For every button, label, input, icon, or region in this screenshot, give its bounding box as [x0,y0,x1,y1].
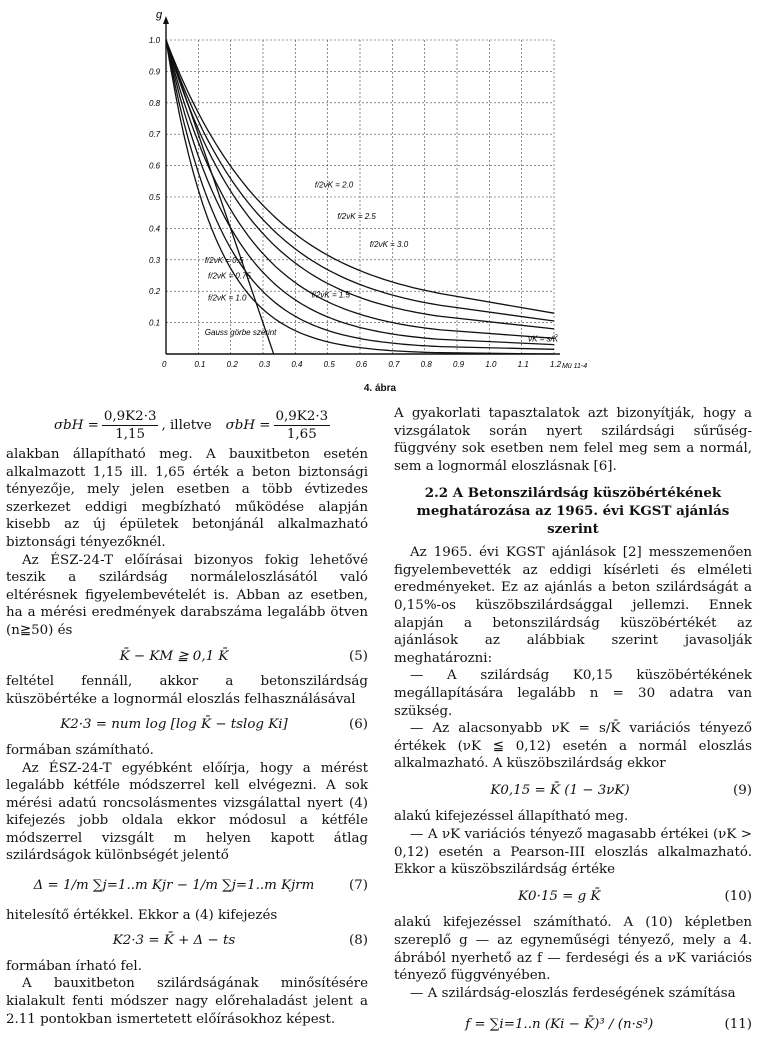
figure-4-chart [0,0,760,380]
eq10-number: (10) [724,888,752,904]
curve-label: f/2νK = 1.5 [311,290,350,300]
x-tick-label: 1.1 [517,360,529,369]
y-tick-label: 1.0 [149,36,161,45]
x-axis-label: νK = s/K̄ [528,334,559,344]
y-tick-label: 0.5 [149,193,161,202]
paragraph: — Az alacsonyabb νK = s/K̄ variációs tényező értékek (νK ≦ 0,12) esetén a normál eloszlás alkalmazható. A küszöbszilárdság ekkor [394,721,752,772]
eq9-body: K0,15 = K̄ (1 − 3νK) [490,782,630,798]
curve-label: f/2νK = 0.5 [204,255,244,265]
equation-10 [394,888,752,906]
eq-sigma-a-den: 1,15 [115,427,146,442]
x-tick-label: 0 [162,360,167,369]
eq8-body: K2·3 = K̄ + Δ − ts [112,933,236,949]
paragraph: formában számítható. [6,742,154,758]
x-tick-label: 1.2 [550,360,562,369]
equation-7 [6,877,368,895]
paragraph: — A νK variációs tényező magasabb értékei (νK > 0,12) esetén a Pearson-III eloszlás alkalmazható. Ekkor a küszöbszilárdság értéke [394,827,752,878]
curve-label: f/2νK = 1.0 [208,293,247,303]
x-tick-label: 0.4 [291,360,303,369]
stamp-text: Mü 11-4 [562,363,588,370]
y-tick-label: 0.2 [149,287,161,297]
eq8-number: (8) [349,933,368,949]
figure-caption: 4. ábra [363,383,397,394]
paragraph: feltétel fennáll, akkor a betonszilárdság küszöbértéke a lognormál eloszlás felhasználásával [6,674,368,707]
x-tick-label: 0.3 [259,360,271,369]
equation-5 [6,648,368,666]
paragraph: — A szilárdság-eloszlás ferdeségének számítása [410,985,736,1001]
curve-label: f/2νK = 2.0 [314,180,354,190]
y-tick-label: 0.6 [149,161,161,171]
paragraph: formában írható fel. [6,958,142,974]
eq6-body: K2·3 = num log [log K̄ − tslog Ki] [60,717,288,733]
paragraph: alakban állapítható meg. A bauxitbeton esetén alkalmazott 1,15 ill. 1,65 érték a beton biztonsági tényezője, mely jelen esetben a több évtizedes szerkezet eddigi megbízható működése alapján kisebb az új épületek betonjánál alkalmazható biztonsági tényezőknél. [6,447,368,550]
eq5-number: (5) [349,648,368,664]
x-tick-label: 0.6 [356,360,368,369]
eq10-body: K0·15 = g K̄ [518,888,601,904]
x-tick-label: 0.7 [388,360,400,369]
equation-6 [6,716,368,734]
eq-sigma-b-frac [274,408,331,443]
y-axis-label: g [156,9,163,21]
y-tick-label: 0.1 [149,318,161,328]
eq-sigma-b-lhs: σbH = [225,417,271,433]
x-tick-label: 0.5 [323,360,335,369]
eq7-number: (7) [349,878,368,894]
eq11-number: (11) [724,1017,752,1033]
paragraph: A bauxitbeton szilárdságának minősítésére kialakult fenti módszer nagy előrehaladást jelent a 2.11 pontokban ismertetett előírásokhoz képest. [6,976,368,1027]
paragraph: Az 1965. évi KGST ajánlások [2] messzemenően figyelembevették az eddigi kísérleti és elméleti eredményeket. Ez az ajánlás a beton szilárdságát a 0,15%-os küszöbszilárdsággal jellemzi. Ennek alapján a betonszilárdság küszöbértékét az ajánlások az alábbiak szerint javasolják meghatározni: [394,545,752,666]
eq7-body: Δ = 1/m ∑j=1..m Kjr − 1/m ∑j=1..m Kjrm [33,878,315,894]
y-tick-label: 0.9 [149,67,161,77]
paragraph: A gyakorlati tapasztalatok azt bizonyítják, hogy a vizsgálatok során nyert szilárdsági sűrűség-függvény sok esetben nem felel meg sem a normál, sem a lognormál eloszlásnak [6]. [394,406,752,474]
eq-sigma-conj: , illetve [161,417,212,433]
eq-sigma-a-lhs: σbH = [54,417,99,433]
equation-sigma [54,408,368,443]
curve-label: f/2νK = 0.75 [208,271,251,281]
curve-label: f/2νK = 2.5 [337,211,376,221]
x-tick-label: 0.2 [226,360,238,369]
paragraph: — A szilárdság K0,15 küszöbértékének megállapítására legalább n = 30 adatra van szükség. [394,668,752,719]
paragraph: hitelesítő értékkel. Ekkor a (4) kifejezés [6,907,278,923]
eq6-number: (6) [349,717,368,733]
y-tick-label: 0.3 [149,255,161,265]
x-tick-label: 1.0 [485,360,497,369]
eq-sigma-a-num: 0,9K2·3 [103,409,157,424]
right-column [394,405,752,1034]
equation-8 [6,932,368,950]
x-tick-label: 0.8 [420,360,432,369]
gauss-label: Gauss görbe szerint [204,328,277,338]
equation-9 [394,782,752,800]
y-tick-label: 0.8 [149,98,161,108]
y-tick-label: 0.7 [149,130,161,140]
eq-sigma-b-num: 0,9K2·3 [275,409,329,424]
x-tick-label: 0.9 [453,360,465,369]
y-tick-label: 0.4 [149,224,161,234]
eq-sigma-b-den: 1,65 [286,427,317,442]
eq11-body: f = ∑i=1..n (Ki − K̄)³ / (n·s³) [465,1017,654,1033]
eq5-body: K̄ − KM ≧ 0,1 K̄ [119,648,229,664]
paragraph: alakú kifejezéssel számítható. A (10) képletben szereplő g — az egyneműségi tényező, mely a 4. ábrából nyerhető az f — ferdeségi és a νK variációs tényező függvényében. [394,915,752,984]
x-tick-label: 0.1 [194,360,206,369]
paragraph: Az ÉSZ-24-T előírásai bizonyos fokig lehetővé teszik a szilárdság normáleloszlásától való eltérésnek figyelembevételét is. Abban az esetben, ha a mérési eredmények darabszáma legalább ötven (n≧50) és [6,552,368,638]
equation-11 [394,1016,752,1034]
left-column [6,405,368,1028]
paragraph: alakú kifejezéssel állapítható meg. [394,809,629,825]
y-axis-arrow [163,16,169,24]
curve-label: f/2νK = 3.0 [369,240,409,250]
eq9-number: (9) [733,782,752,798]
paragraph: Az ÉSZ-24-T egyébként előírja, hogy a mérést legalább kétféle módszerrel kell elvégezni. A sok mérési adatú roncsolásmentes vizsgálattal nyert (4) kifejezés jobb oldala ekkor módosul a kétféle módszerrel vizsgált m helyen kapott átlag szilárdságok különbségét jelentő [6,760,368,864]
eq-sigma-a-frac [102,408,159,443]
section-heading: 2.2 A Betonszilárdság küszöbértékének meghatározása az 1965. évi KGST ajánlás szerint [416,485,730,537]
